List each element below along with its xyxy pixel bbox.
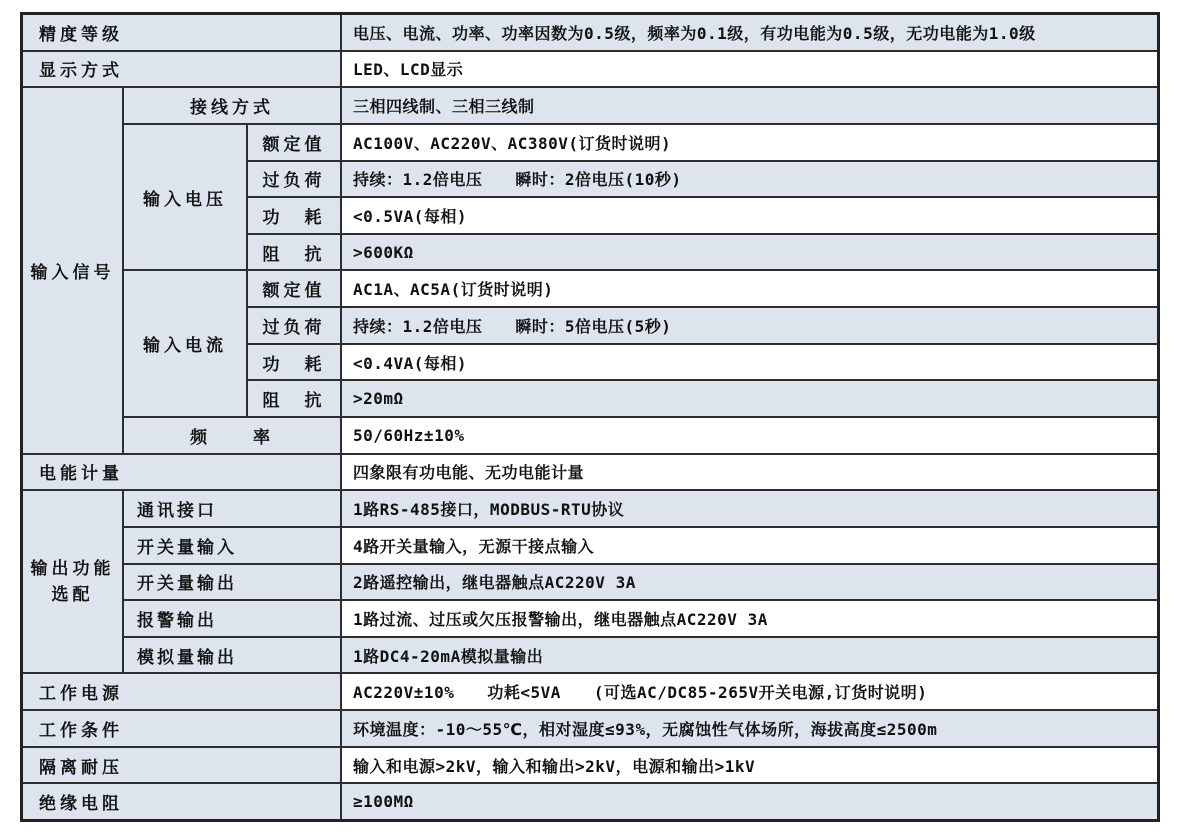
digital-output-label: 开关量输出 [124, 565, 340, 600]
wiring-value: 三相四线制、三相三线制 [342, 88, 1157, 123]
spec-table [20, 12, 1160, 822]
isolation-label: 隔离耐压 [23, 748, 340, 783]
power-supply-label: 工作电源 [23, 674, 340, 709]
work-condition-label: 工作条件 [23, 711, 340, 746]
iv-impedance-label: 阻 抗 [248, 235, 340, 270]
energy-label: 电能计量 [23, 455, 340, 490]
input-voltage-label: 输入电压 [124, 125, 246, 270]
ic-overload-label: 过负荷 [248, 308, 340, 343]
display-value: LED、LCD显示 [342, 52, 1157, 87]
insulation-label: 绝缘电阻 [23, 784, 340, 819]
iv-power-value: <0.5VA(每相) [342, 198, 1157, 233]
iv-overload-label: 过负荷 [248, 162, 340, 197]
insulation-value: ≥100MΩ [342, 784, 1157, 819]
ic-power-value: <0.4VA(每相) [342, 345, 1157, 380]
ic-impedance-value: >20mΩ [342, 381, 1157, 416]
input-current-label: 输入电流 [124, 271, 246, 416]
iv-power-label: 功 耗 [248, 198, 340, 233]
ic-rated-value: AC1A、AC5A(订货时说明) [342, 271, 1157, 306]
alarm-output-label: 报警输出 [124, 601, 340, 636]
comm-value: 1路RS-485接口，MODBUS-RTU协议 [342, 491, 1157, 526]
digital-input-label: 开关量输入 [124, 528, 340, 563]
alarm-output-value: 1路过流、过压或欠压报警输出，继电器触点AC220V 3A [342, 601, 1157, 636]
digital-output-value: 2路遥控输出，继电器触点AC220V 3A [342, 565, 1157, 600]
output-options-label-line2: 选配 [51, 584, 94, 605]
work-condition-value: 环境温度：-10～55℃，相对湿度≤93%，无腐蚀性气体场所，海拔高度≤2500m [342, 711, 1157, 746]
ic-rated-label: 额定值 [248, 271, 340, 306]
ic-impedance-label: 阻 抗 [248, 381, 340, 416]
ic-overload-value: 持续：1.2倍电压 瞬时：5倍电压(5秒) [342, 308, 1157, 343]
power-supply-value: AC220V±10% 功耗<5VA (可选AC/DC85-265V开关电源,订货时说明) [342, 674, 1157, 709]
iv-overload-value: 持续：1.2倍电压 瞬时：2倍电压(10秒) [342, 162, 1157, 197]
energy-value: 四象限有功电能、无功电能计量 [342, 455, 1157, 490]
analog-output-value: 1路DC4-20mA模拟量输出 [342, 638, 1157, 673]
iv-rated-label: 额定值 [248, 125, 340, 160]
display-label: 显示方式 [23, 52, 340, 87]
frequency-label: 频 率 [124, 418, 340, 453]
analog-output-label: 模拟量输出 [124, 638, 340, 673]
accuracy-label: 精度等级 [23, 15, 340, 50]
output-options-label-line1: 输出功能 [30, 558, 115, 579]
wiring-label: 接线方式 [124, 88, 340, 123]
comm-label: 通讯接口 [124, 491, 340, 526]
ic-power-label: 功 耗 [248, 345, 340, 380]
isolation-value: 输入和电源>2kV，输入和输出>2kV，电源和输出>1kV [342, 748, 1157, 783]
iv-rated-value: AC100V、AC220V、AC380V(订货时说明) [342, 125, 1157, 160]
frequency-value: 50/60Hz±10% [342, 418, 1157, 453]
output-options-label [23, 491, 122, 672]
iv-impedance-value: >600KΩ [342, 235, 1157, 270]
accuracy-value: 电压、电流、功率、功率因数为0.5级，频率为0.1级，有功电能为0.5级，无功电能为1.0级 [342, 15, 1157, 50]
input-signal-label: 输入信号 [23, 88, 122, 452]
digital-input-value: 4路开关量输入，无源干接点输入 [342, 528, 1157, 563]
